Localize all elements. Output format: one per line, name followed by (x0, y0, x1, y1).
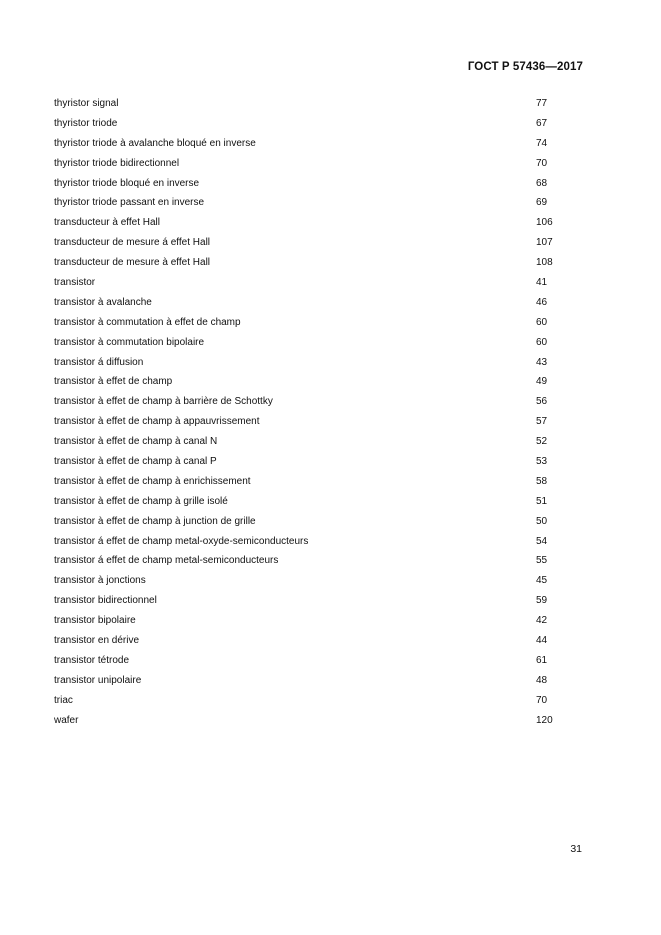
index-term: transistor á effet de champ metal-semiconducteurs (54, 555, 279, 567)
index-entry (54, 117, 574, 137)
index-term: transistor bipolaire (54, 615, 136, 627)
index-page-ref: 70 (536, 157, 548, 169)
index-entry (54, 276, 574, 296)
index-page-ref: 61 (536, 654, 548, 666)
index-entry (54, 515, 574, 535)
index-page-ref: 46 (536, 296, 548, 308)
index-page-ref: 57 (536, 416, 548, 428)
index-page-ref: 77 (536, 98, 548, 109)
index-term: thyristor triode bidirectionnel (54, 157, 180, 169)
index-entry (54, 216, 574, 236)
index-page-ref: 42 (536, 615, 548, 627)
index-entry (54, 395, 574, 415)
index-page-ref: 106 (536, 217, 553, 229)
standard-code-header: ГОСТ Р 57436—2017 (467, 61, 583, 73)
index-list (54, 97, 574, 734)
index-page-ref: 44 (536, 635, 548, 647)
index-term: transistor à commutation bipolaire (54, 336, 205, 348)
index-term: transistor à effet de champ à canal N (54, 436, 218, 448)
index-term: triac (54, 694, 73, 706)
index-entry (54, 177, 574, 197)
index-term: transducteur de mesure á effet Hall (54, 237, 211, 249)
index-page-ref: 49 (536, 376, 548, 388)
index-term: transistor à effet de champ (54, 376, 173, 388)
index-term: transistor à commutation à effet de champ (54, 316, 241, 328)
index-page-ref: 52 (536, 436, 548, 448)
index-page-ref: 51 (536, 495, 548, 507)
index-term: transducteur à effet Hall (54, 217, 160, 229)
index-page-ref: 74 (536, 137, 548, 149)
index-entry (54, 196, 574, 216)
index-entry (54, 654, 574, 674)
index-term: transistor à effet de champ à appauvrissement (54, 416, 260, 428)
index-page-ref: 67 (536, 117, 548, 129)
index-page-ref: 68 (536, 177, 548, 189)
index-term: transistor en dérive (54, 635, 140, 647)
index-entry (54, 435, 574, 455)
index-term: thyristor triode (54, 117, 118, 129)
index-entry (54, 415, 574, 435)
index-term: transistor à avalanche (54, 296, 152, 308)
index-page-ref: 70 (536, 694, 548, 706)
index-entry (54, 554, 574, 574)
index-page-ref: 58 (536, 475, 548, 487)
index-entry (54, 336, 574, 356)
index-term: transistor á diffusion (54, 356, 144, 368)
index-page-ref: 53 (536, 456, 548, 468)
index-page-ref: 43 (536, 356, 548, 368)
index-term: transistor à effet de champ à barrière de Schottky (54, 396, 273, 408)
index-term: transistor à jonctions (54, 575, 146, 587)
index-term: wafer (54, 714, 79, 726)
index-term: transistor tétrode (54, 654, 130, 666)
index-page-ref: 60 (536, 316, 548, 328)
index-entry (54, 157, 574, 177)
index-page-ref: 59 (536, 595, 548, 607)
index-term: transistor à effet de champ à canal P (54, 456, 217, 468)
index-term: thyristor triode passant en inverse (54, 197, 205, 209)
index-page-ref: 108 (536, 257, 553, 269)
index-entry (54, 236, 574, 256)
index-entry (54, 634, 574, 654)
index-term: thyristor signal (54, 98, 119, 109)
index-term: transistor á effet de champ metal-oxyde-semiconducteurs (54, 535, 309, 547)
index-term: transistor à effet de champ à grille isolé (54, 495, 228, 507)
index-entry (54, 694, 574, 714)
index-term: transistor (54, 277, 96, 289)
index-page-ref: 56 (536, 396, 548, 408)
index-entry (54, 356, 574, 376)
index-entry (54, 455, 574, 475)
index-page-ref: 45 (536, 575, 548, 587)
index-term: transistor unipolaire (54, 674, 142, 686)
index-entry (54, 316, 574, 336)
index-term: transducteur de mesure à effet Hall (54, 257, 211, 269)
index-entry (54, 296, 574, 316)
index-entry (54, 614, 574, 634)
index-entry (54, 714, 574, 734)
index-entry (54, 674, 574, 694)
index-entry (54, 594, 574, 614)
index-page-ref: 55 (536, 555, 548, 567)
page-number: 31 (570, 843, 582, 855)
index-page-ref: 107 (536, 237, 553, 249)
index-term: transistor à effet de champ à junction de grille (54, 515, 256, 527)
index-entry (54, 535, 574, 555)
index-term: transistor à effet de champ à enrichissement (54, 475, 251, 487)
index-page-ref: 50 (536, 515, 548, 527)
index-page-ref: 54 (536, 535, 548, 547)
index-term: thyristor triode bloqué en inverse (54, 177, 200, 189)
index-entry (54, 495, 574, 515)
index-page-ref: 41 (536, 277, 548, 289)
index-page-ref: 120 (536, 714, 553, 726)
index-term: transistor bidirectionnel (54, 595, 157, 607)
index-entry (54, 97, 574, 117)
index-entry (54, 256, 574, 276)
index-term: thyristor triode à avalanche bloqué en inverse (54, 137, 256, 149)
index-entry (54, 574, 574, 594)
index-entry (54, 375, 574, 395)
index-page-ref: 60 (536, 336, 548, 348)
index-page-ref: 48 (536, 674, 548, 686)
index-entry (54, 475, 574, 495)
index-entry (54, 137, 574, 157)
index-page-ref: 69 (536, 197, 548, 209)
